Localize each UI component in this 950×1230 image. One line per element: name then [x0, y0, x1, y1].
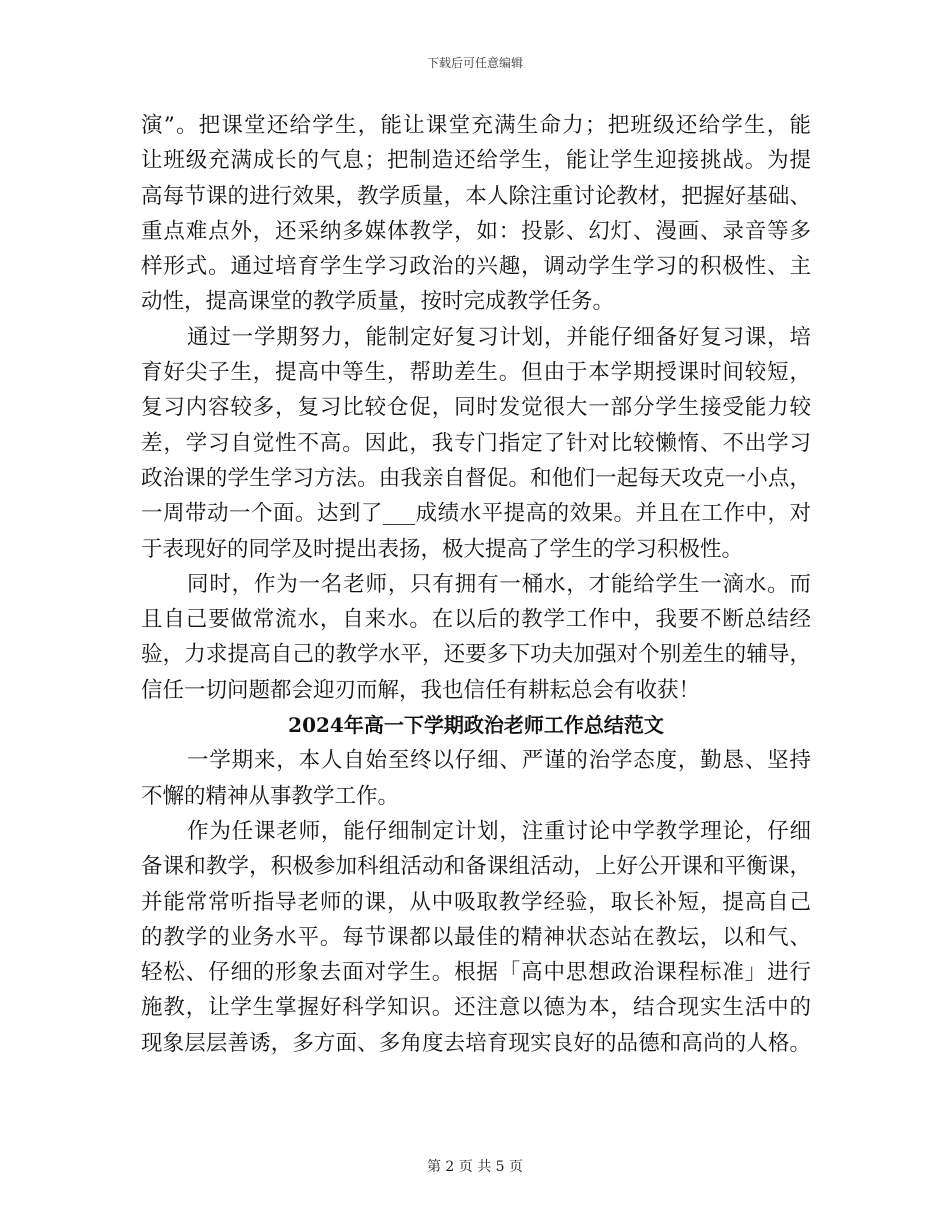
- text-line: 的教学的业务水平。每节课都以最佳的精神状态站在教坛，以和气、: [141, 924, 811, 950]
- text-line: 重点难点外，还采纳多媒体教学，如：投影、幻灯、漫画、录音等多: [141, 218, 811, 244]
- text-line: 轻松、仔细的形象去面对学生。根据「高中思想政治课程标准」进行: [141, 960, 811, 986]
- text-line: 差，学习自觉性不高。因此，我专门指定了针对比较懒惰、不出学习: [141, 430, 811, 456]
- text-line: 作为任课老师，能仔细制定计划，注重讨论中学教学理论，仔细: [187, 818, 811, 844]
- text-line: 验，力求提高自己的教学水平，还要多下功夫加强对个别差生的辅导，: [141, 642, 811, 668]
- paragraph-block-2: [141, 743, 811, 1061]
- text-line: 不懈的精神从事教学工作。: [141, 783, 400, 809]
- text-line: 让班级充满成长的气息；把制造还给学生，能让学生迎接挑战。为提: [141, 148, 811, 174]
- paragraph-block-1: [141, 108, 811, 708]
- text-line: 现象层层善诱，多方面、多角度去培育现实良好的品德和高尚的人格。: [141, 1030, 811, 1056]
- text-line: 一周带动一个面。达到了___成绩水平提高的效果。并且在工作中，对: [141, 501, 811, 527]
- text-line: 同时，作为一名老师，只有拥有一桶水，才能给学生一滴水。而: [187, 571, 811, 597]
- text-line: 信任一切问题都会迎刃而解，我也信任有耕耘总会有收获！: [141, 677, 701, 703]
- text-line: 施教，让学生掌握好科学知识。还注意以德为本，结合现实生活中的: [141, 995, 811, 1021]
- text-line: 一学期来，本人自始至终以仔细、严谨的治学态度，勤恳、坚持: [187, 748, 811, 774]
- page-header: 下载后可任意编辑: [426, 56, 523, 70]
- text-line: 于表现好的同学及时提出表扬，极大提高了学生的学习积极性。: [141, 536, 744, 562]
- text-line: 备课和教学，积极参加科组活动和备课组活动，上好公开课和平衡课，: [141, 854, 811, 880]
- text-line: 复习内容较多，复习比较仓促，同时发觉很大一部分学生接受能力较: [141, 395, 811, 421]
- text-line: 样形式。通过培育学生学习政治的兴趣，调动学生学习的积极性、主: [141, 254, 811, 280]
- text-line: 且自己要做常流水，自来水。在以后的教学工作中，我要不断总结经: [141, 607, 811, 633]
- section-title: 2024年高一下学期政治老师工作总结范文: [288, 713, 664, 738]
- document-body: [141, 108, 811, 1061]
- text-line: 动性，提高课堂的教学质量，按时完成教学任务。: [141, 289, 615, 315]
- text-line: 育好尖子生，提高中等生，帮助差生。但由于本学期授课时间较短，: [141, 360, 811, 386]
- text-line: 政治课的学生学习方法。由我亲自督促。和他们一起每天攻克一小点，: [141, 465, 811, 491]
- text-line: 通过一学期努力，能制定好复习计划，并能仔细备好复习课，培: [187, 324, 811, 350]
- text-line: 高每节课的进行效果，教学质量，本人除注重讨论教材，把握好基础、: [141, 183, 811, 209]
- text-line: 演”。把课堂还给学生，能让课堂充满生命力；把班级还给学生，能: [141, 113, 811, 138]
- page-footer: 第 2 页 共 5 页: [426, 1159, 524, 1175]
- text-line: 并能常常听指导老师的课，从中吸取教学经验，取长补短，提高自己: [141, 889, 811, 915]
